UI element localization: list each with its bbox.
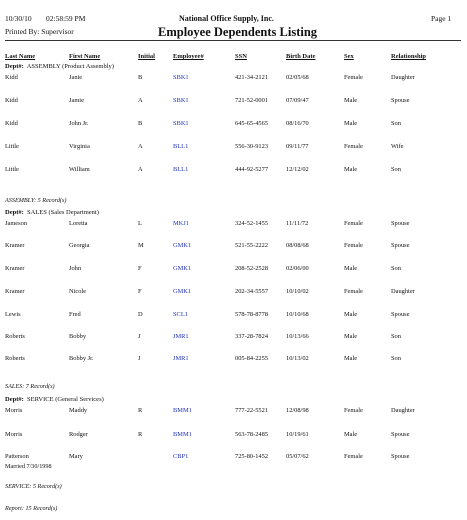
cell-initial: A [138, 97, 143, 104]
cell-birth-date: 10/10/68 [286, 311, 309, 318]
cell-initial: F [138, 288, 142, 295]
cell-last-name: Kidd [5, 74, 18, 81]
cell-initial: J [138, 355, 141, 362]
group-header-service [5, 396, 104, 403]
cell-ssn: 721-52-0001 [235, 97, 269, 104]
cell-relationship: Spouse [391, 97, 410, 104]
employee-link[interactable]: JMR1 [173, 333, 189, 340]
cell-last-name: Jameson [5, 220, 28, 227]
cell-first-name: Nicole [69, 288, 87, 295]
cell-relationship: Spouse [391, 453, 410, 460]
cell-ssn: 521-55-2222 [235, 242, 269, 249]
cell-sex: Male [344, 166, 358, 173]
dept-label: Dept#: [5, 396, 24, 403]
cell-first-name: Georgia [69, 242, 90, 249]
cell-ssn: 005-84-2255 [235, 355, 269, 362]
cell-initial: B [138, 74, 143, 81]
cell-birth-date: 05/07/62 [286, 453, 309, 460]
dept-name: SALES (Sales Department) [27, 209, 99, 216]
cell-sex: Female [344, 143, 363, 150]
employee-link[interactable]: JMR1 [173, 355, 189, 362]
cell-ssn: 324-52-1455 [235, 220, 269, 227]
group-summary-service: SERVICE: 5 Record(s) [5, 483, 62, 490]
cell-last-name: Little [5, 166, 19, 173]
cell-birth-date: 09/11/77 [286, 143, 309, 150]
employee-link[interactable]: SBK1 [173, 74, 189, 81]
cell-ssn: 444-92-5277 [235, 166, 269, 173]
cell-first-name: John Jr. [69, 120, 89, 127]
cell-sex: Female [344, 74, 363, 81]
cell-ssn: 578-78-8778 [235, 311, 269, 318]
cell-last-name: Kidd [5, 97, 18, 104]
cell-initial: B [138, 120, 143, 127]
cell-first-name: Rodger [69, 431, 88, 438]
cell-ssn: 645-65-4565 [235, 120, 269, 127]
cell-last-name: Lewis [5, 311, 21, 318]
cell-first-name: Bobby [69, 333, 87, 340]
cell-birth-date: 02/05/68 [286, 74, 309, 81]
dept-label: Dept#: [5, 63, 24, 70]
cell-last-name: Morris [5, 407, 23, 414]
cell-birth-date: 10/13/66 [286, 333, 309, 340]
report-title: Employee Dependents Listing [158, 25, 318, 39]
cell-relationship: Son [391, 166, 401, 173]
printed-by: Printed By: Supervisor [5, 27, 74, 36]
cell-ssn: 725-80-1452 [235, 453, 269, 460]
cell-sex: Male [344, 120, 358, 127]
col-birth-date: Birth Date [286, 53, 316, 60]
cell-last-name: Kidd [5, 120, 18, 127]
cell-sex: Male [344, 97, 358, 104]
employee-link[interactable]: BMM1 [173, 431, 192, 438]
header-divider [5, 40, 461, 41]
cell-first-name: Janie [69, 74, 83, 81]
cell-sex: Female [344, 288, 363, 295]
cell-last-name: Kramer [5, 242, 25, 249]
report-date: 10/30/10 [5, 14, 32, 23]
employee-link[interactable]: GMK1 [173, 288, 192, 295]
cell-sex: Male [344, 311, 358, 318]
employee-link[interactable]: CBP1 [173, 453, 189, 460]
cell-initial: R [138, 431, 143, 438]
cell-initial: R [138, 407, 143, 414]
cell-last-name: Kramer [5, 288, 25, 295]
cell-initial: L [138, 220, 142, 227]
group-header-assembly [5, 63, 114, 70]
cell-birth-date: 10/19/61 [286, 431, 309, 438]
cell-last-name: Little [5, 143, 19, 150]
col-sex: Sex [344, 53, 354, 60]
cell-sex: Female [344, 242, 363, 249]
cell-first-name: Bobby Jr. [69, 355, 94, 362]
cell-relationship: Daughter [391, 407, 415, 414]
employee-link[interactable]: GMK1 [173, 265, 192, 272]
dept-name: ASSEMBLY (Product Assembly) [26, 63, 114, 70]
cell-ssn: 208-52-2528 [235, 265, 269, 272]
cell-ssn: 556-30-9123 [235, 143, 269, 150]
cell-sex: Male [344, 265, 358, 272]
cell-last-name: Roberts [5, 355, 25, 362]
group-header-sales [5, 209, 99, 216]
cell-relationship: Spouse [391, 311, 410, 318]
cell-initial: M [138, 242, 144, 249]
employee-link[interactable]: SCL1 [173, 311, 188, 318]
cell-birth-date: 10/10/02 [286, 288, 309, 295]
cell-first-name: William [69, 166, 90, 173]
cell-relationship: Spouse [391, 220, 410, 227]
cell-sex: Male [344, 333, 358, 340]
col-relationship: Relationship [391, 53, 427, 60]
cell-initial: J [138, 333, 141, 340]
cell-first-name: John [69, 265, 82, 272]
cell-first-name: Virginia [69, 143, 90, 150]
cell-relationship: Son [391, 333, 401, 340]
cell-sex: Male [344, 355, 358, 362]
cell-first-name: Loretta [69, 220, 88, 227]
cell-birth-date: 02/06/00 [286, 265, 309, 272]
cell-last-name: Kramer [5, 265, 25, 272]
cell-relationship: Son [391, 120, 401, 127]
employee-link[interactable]: SBK1 [173, 120, 189, 127]
cell-first-name: Maddy [69, 407, 88, 414]
cell-ssn: 202-34-5557 [235, 288, 269, 295]
cell-birth-date: 10/13/02 [286, 355, 309, 362]
cell-initial: F [138, 265, 142, 272]
col-initial: Initial [138, 53, 155, 60]
employee-link[interactable]: MKJ1 [173, 220, 189, 227]
cell-birth-date: 12/12/02 [286, 166, 309, 173]
cell-relationship: Daughter [391, 74, 415, 81]
cell-first-name: Fred [69, 311, 81, 318]
employee-link[interactable]: BLL1 [173, 166, 189, 173]
cell-birth-date: 12/08/98 [286, 407, 309, 414]
cell-last-name: Roberts [5, 333, 25, 340]
cell-ssn: 337-28-7824 [235, 333, 269, 340]
cell-relationship: Wife [391, 143, 404, 150]
cell-first-name: Jamie [69, 97, 84, 104]
cell-ssn: 563-78-2485 [235, 431, 269, 438]
cell-birth-date: 11/11/72 [286, 220, 309, 227]
dept-name: SERVICE (General Services) [27, 396, 104, 403]
page-number: Page 1 [431, 14, 452, 23]
cell-relationship: Spouse [391, 431, 410, 438]
cell-initial: A [138, 143, 143, 150]
cell-birth-date: 07/09/47 [286, 97, 309, 104]
company-name: National Office Supply, Inc. [179, 14, 274, 23]
report-summary: Report: 15 Record(s) [5, 505, 58, 512]
cell-relationship: Son [391, 355, 401, 362]
cell-sex: Female [344, 407, 363, 414]
report-time: 02:58:59 PM [46, 14, 86, 23]
cell-relationship: Daughter [391, 288, 415, 295]
row-note: Married 7/30/1998 [5, 463, 52, 470]
col-ssn: SSN [235, 53, 247, 60]
cell-last-name: Morris [5, 431, 23, 438]
group-summary-assembly: ASSEMBLY: 5 Record(s) [5, 197, 67, 204]
cell-relationship: Son [391, 265, 401, 272]
cell-first-name: Mary [69, 453, 83, 460]
cell-sex: Male [344, 431, 358, 438]
cell-birth-date: 08/16/70 [286, 120, 309, 127]
dept-label: Dept#: [5, 209, 24, 216]
cell-initial: D [138, 311, 143, 318]
cell-sex: Female [344, 220, 363, 227]
cell-relationship: Spouse [391, 242, 410, 249]
group-summary-sales: SALES: 7 Record(s) [5, 383, 55, 390]
cell-ssn: 777-22-5521 [235, 407, 269, 414]
col-first-name: First Name [69, 53, 101, 60]
col-employee-number: Employee# [173, 53, 204, 60]
col-last-name: Last Name [5, 53, 36, 60]
employee-link[interactable]: BMM1 [173, 407, 192, 414]
cell-sex: Female [344, 453, 363, 460]
cell-ssn: 421-34-2121 [235, 74, 269, 81]
cell-birth-date: 08/08/68 [286, 242, 309, 249]
employee-link[interactable]: SBK1 [173, 97, 189, 104]
employee-link[interactable]: GMK1 [173, 242, 192, 249]
employee-link[interactable]: BLL1 [173, 143, 189, 150]
cell-last-name: Patterson [5, 453, 29, 460]
cell-initial: A [138, 166, 143, 173]
